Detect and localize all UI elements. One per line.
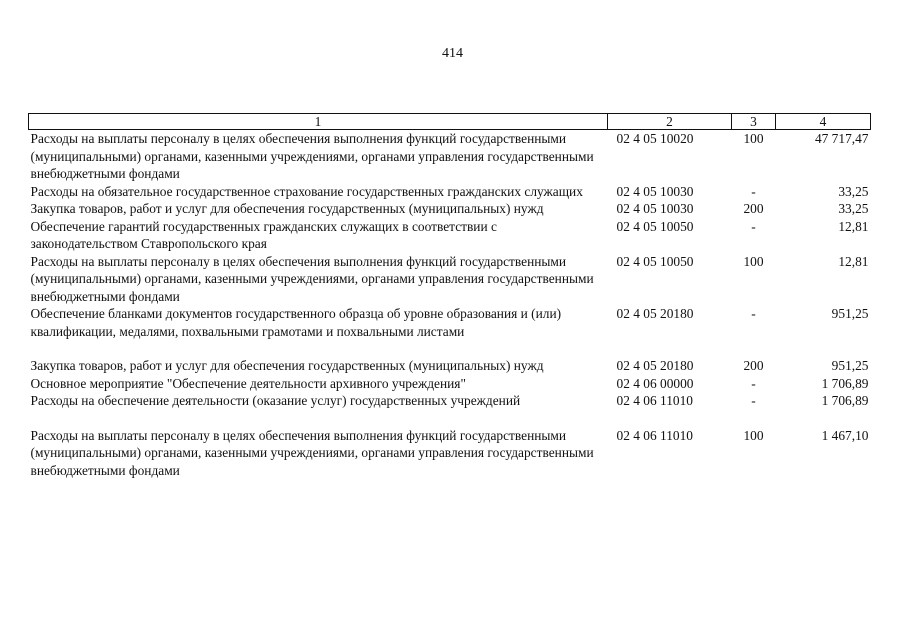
header-col-2: 2 bbox=[608, 114, 732, 130]
row-type: 200 bbox=[743, 201, 764, 216]
row-type: 100 bbox=[743, 427, 764, 443]
header-col-4: 4 bbox=[776, 114, 871, 130]
row-code: 02 4 06 11010 bbox=[616, 427, 693, 443]
row-amount: 1 706,89 bbox=[821, 393, 869, 408]
row-type: 100 bbox=[743, 253, 764, 269]
row-type: - bbox=[751, 183, 756, 199]
row-type: - bbox=[751, 375, 756, 391]
row-amount: 33,25 bbox=[838, 201, 869, 216]
row-code: 02 4 05 20180 bbox=[616, 306, 694, 321]
row-code: 02 4 05 10050 bbox=[616, 218, 694, 234]
row-description: Основное мероприятие "Обеспечение деятельности архивного учреждения" bbox=[30, 375, 466, 391]
table-row bbox=[29, 392, 871, 427]
row-type: - bbox=[751, 393, 756, 408]
row-code: 02 4 05 10030 bbox=[616, 201, 694, 216]
table-row bbox=[29, 253, 871, 306]
row-amount: 12,81 bbox=[838, 253, 869, 269]
row-amount: 47 717,47 bbox=[814, 131, 869, 146]
table-row bbox=[29, 305, 871, 357]
row-description: Закупка товаров, работ и услуг для обеспечения государственных (муниципальных) нужд bbox=[30, 358, 544, 373]
row-type: 100 bbox=[743, 131, 764, 146]
header-col-1: 1 bbox=[29, 114, 608, 130]
table-row bbox=[29, 183, 871, 201]
row-code: 02 4 05 10020 bbox=[616, 131, 694, 146]
table-row bbox=[29, 375, 871, 393]
row-description: Закупка товаров, работ и услуг для обеспечения государственных (муниципальных) нужд bbox=[30, 201, 544, 216]
row-code: 02 4 05 10030 bbox=[616, 183, 694, 199]
row-description: Расходы на выплаты персоналу в целях обеспечения выполнения функций государственными (муниципальными) органами, казенными учреждениями, органами управления государственными внебюджетными фондами bbox=[30, 131, 594, 181]
row-description: Расходы на обеспечение деятельности (оказание услуг) государственных учреждений bbox=[30, 393, 521, 408]
table-row bbox=[29, 218, 871, 253]
row-description: Расходы на выплаты персоналу в целях обеспечения выполнения функций государственными (муниципальными) органами, казенными учреждениями, органами управления государственными внебюджетными фондами bbox=[30, 427, 594, 478]
row-description: Обеспечение бланками документов государственного образца об уровне образования и (или) квалификации, медалями, похвальными грамотами и похвальными листами bbox=[30, 306, 562, 339]
row-type: 200 bbox=[743, 358, 764, 373]
page-number: 414 bbox=[442, 46, 463, 61]
row-amount: 1 467,10 bbox=[821, 427, 869, 443]
row-amount: 951,25 bbox=[831, 306, 869, 321]
row-code: 02 4 05 10050 bbox=[616, 253, 694, 269]
table-header-row bbox=[29, 114, 871, 130]
row-type: - bbox=[751, 306, 756, 321]
budget-table bbox=[28, 113, 871, 479]
table-row bbox=[29, 357, 871, 375]
row-amount: 12,81 bbox=[838, 218, 869, 234]
row-code: 02 4 06 00000 bbox=[616, 375, 694, 391]
row-amount: 951,25 bbox=[831, 358, 869, 373]
table-row bbox=[29, 130, 871, 183]
row-type: - bbox=[751, 218, 756, 234]
row-code: 02 4 05 20180 bbox=[616, 358, 694, 373]
row-amount: 1 706,89 bbox=[821, 375, 869, 391]
header-col-3: 3 bbox=[732, 114, 776, 130]
row-amount: 33,25 bbox=[838, 183, 869, 199]
table-row bbox=[29, 200, 871, 218]
table-row bbox=[29, 427, 871, 480]
row-description: Расходы на обязательное государственное страхование государственных гражданских служащих bbox=[30, 183, 583, 199]
row-description: Расходы на выплаты персоналу в целях обеспечения выполнения функций государственными (муниципальными) органами, казенными учреждениями, органами управления государственными внебюджетными фондами bbox=[30, 253, 594, 304]
row-description: Обеспечение гарантий государственных гражданских служащих в соответствии с законодательством Ставропольского края bbox=[30, 218, 497, 251]
row-code: 02 4 06 11010 bbox=[616, 393, 693, 408]
